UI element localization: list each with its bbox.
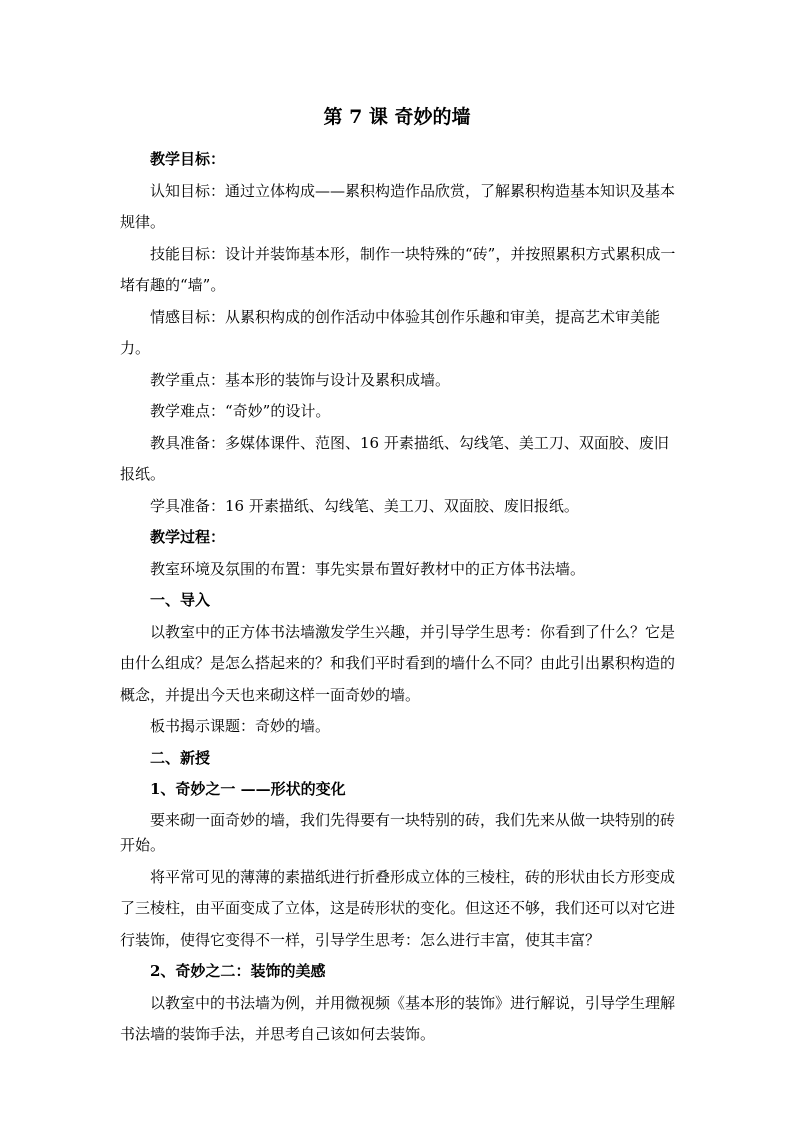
paragraph-classroom-setup: 教室环境及氛围的布置：事先实景布置好教材中的正方体书法墙。 <box>150 559 586 578</box>
paragraph-student-aids: 学具准备：16 开素描纸、勾线笔、美工刀、双面胶、废旧报纸。 <box>150 496 579 515</box>
paragraph-skill-goal: 技能目标：设计并装饰基本形，制作一块特殊的“砖”，并按照累积方式累积成一堵有趣的“墙”。 <box>120 244 676 294</box>
paragraph-key-point: 教学重点：基本形的装饰与设计及累积成墙。 <box>150 370 451 389</box>
document-body <box>120 144 680 1051</box>
section-new-lesson-heading: 二、新授 <box>150 748 211 767</box>
paragraph-introduction: 以教室中的正方体书法墙激发学生兴趣，并引导学生思考：你看到了什么？它是由什么组成？是怎么搭起来的？和我们平时看到的墙什么不同？由此引出累积构造的概念，并提出今天也来砌这样一面奇妙的墙。 <box>120 622 676 704</box>
paragraph-emotional-goal: 情感目标：从累积构成的创作活动中体验其创作乐趣和审美，提高艺术审美能力。 <box>120 307 661 357</box>
lesson-title: 第 7 课 奇妙的墙 <box>323 106 471 128</box>
paragraph-board-title: 板书揭示课题：奇妙的墙。 <box>150 717 331 735</box>
paragraph-special-brick: 要来砌一面奇妙的墙，我们先得要有一块特别的砖，我们先来从做一块特别的砖开始。 <box>120 810 676 854</box>
subsection-shape-change-heading: 1、奇妙之一 ——形状的变化 <box>150 780 346 798</box>
teaching-goals-heading: 教学目标： <box>150 150 226 168</box>
teaching-process-heading: 教学过程： <box>150 528 226 546</box>
paragraph-decoration: 以教室中的书法墙为例，并用微视频《基本形的装饰》进行解说，引导学生理解书法墙的装饰手法，并思考自己该如何去装饰。 <box>120 993 676 1043</box>
section-introduction-heading: 一、导入 <box>150 591 211 609</box>
paragraph-shape-change: 将平常可见的薄薄的素描纸进行折叠形成立体的三棱柱，砖的形状由长方形变成了三棱柱，由平面变成了立体，这是砖形状的变化。但这还不够，我们还可以对它进行装饰，使得它变得不一样，引导学生思考：怎么进行丰富，使其丰富？ <box>120 867 676 949</box>
paragraph-difficulty: 教学难点：“奇妙”的设计。 <box>150 402 331 420</box>
subsection-decoration-heading: 2、奇妙之二：装饰的美感 <box>150 962 326 980</box>
paragraph-teaching-aids: 教具准备：多媒体课件、范图、16 开素描纸、勾线笔、美工刀、双面胶、废旧报纸。 <box>120 433 669 483</box>
paragraph-cognitive-goal: 认知目标：通过立体构成——累积构造作品欣赏，了解累积构造基本知识及基本规律。 <box>120 181 676 231</box>
